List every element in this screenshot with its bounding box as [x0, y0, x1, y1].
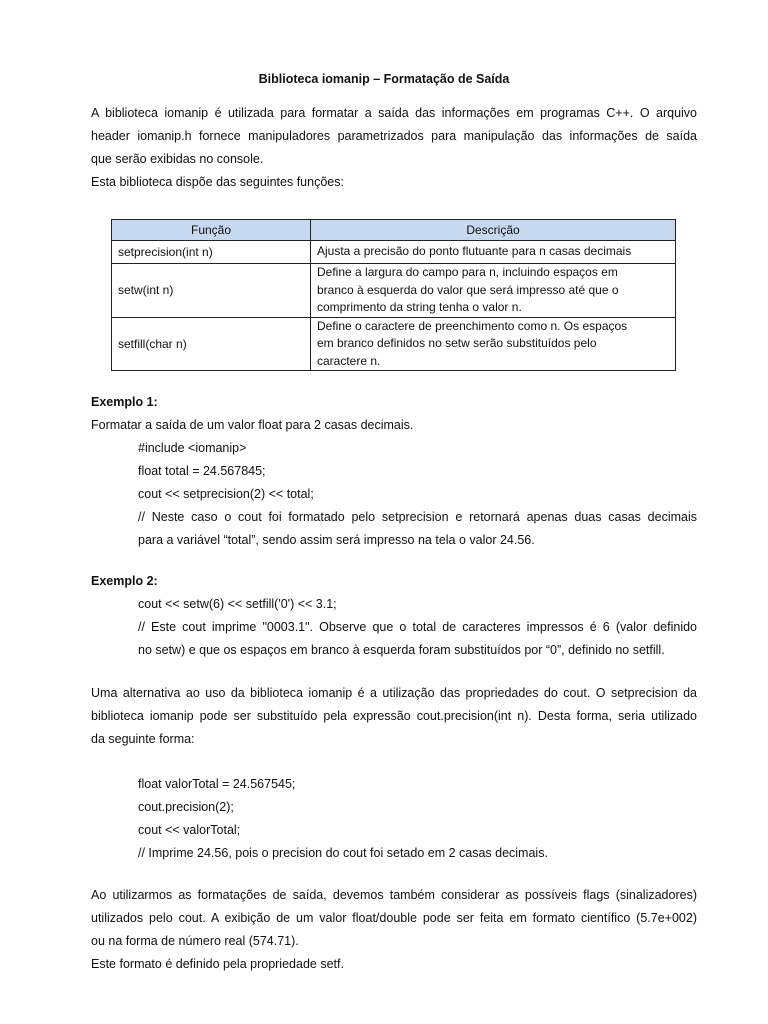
intro-line: Esta biblioteca dispõe das seguintes funções: — [91, 175, 344, 189]
code-line: #include <iomanip> — [138, 441, 247, 455]
table-cell-desc — [311, 264, 676, 318]
table-header-descricao: Descrição — [311, 220, 676, 241]
code-line: cout << setprecision(2) << total; — [138, 487, 314, 501]
table-row — [112, 241, 676, 264]
code-comment-line: // Neste caso o cout foi formatado pelo setprecision e retornará apenas duas casas decimais — [138, 510, 697, 524]
flags-line: Este formato é definido pela propriedade setf. — [91, 957, 344, 971]
alt-line: Uma alternativa ao uso da biblioteca iomanip é a utilização das propriedades do cout. O setprecision da — [91, 686, 697, 700]
code-line: float valorTotal = 24.567545; — [138, 777, 296, 791]
desc-line: Ajusta a precisão do ponto flutuante para n casas decimais — [317, 244, 632, 259]
document-title: Biblioteca iomanip – Formatação de Saída — [258, 72, 510, 86]
intro-line: que serão exibidas no console. — [91, 152, 264, 166]
intro-line: header iomanip.h fornece manipuladores parametrizados para manipulação das informações de saída — [91, 129, 697, 143]
code-comment-line: para a variável “total”, sendo assim será impresso na tela o valor 24.56. — [138, 533, 535, 547]
flags-line: Ao utilizarmos as formatações de saída, devemos também considerar as possíveis flags (sinalizadores) — [91, 888, 697, 902]
code-line: cout << valorTotal; — [138, 823, 241, 837]
flags-line: ou na forma de número real (574.71). — [91, 934, 299, 948]
intro-line: A biblioteca iomanip é utilizada para formatar a saída das informações em programas C++. O arquivo — [91, 106, 697, 120]
code2-block — [91, 773, 697, 865]
flags-line: utilizados pelo cout. A exibição de um valor float/double pode ser feita em formato científico (5.7e+002) — [91, 911, 697, 925]
alt-line: biblioteca iomanip pode ser substituído pela expressão cout.precision(int n). Desta forma, seria utilizado — [91, 709, 697, 723]
alternative-paragraph — [91, 682, 697, 751]
desc-line: comprimento da string tenha o valor n. — [317, 300, 522, 314]
code-comment-line: // Este cout imprime "0003.1". Observe que o total de caracteres impressos é 6 (valor definido — [138, 620, 697, 634]
table-row — [112, 264, 676, 318]
desc-line: Define o caractere de preenchimento como n. Os espaços — [317, 318, 628, 333]
code-line: float total = 24.567845; — [138, 464, 266, 478]
table-cell-func: setfill(char n) — [112, 317, 311, 371]
example2-section — [91, 570, 697, 662]
code-line: cout.precision(2); — [138, 800, 234, 814]
functions-table — [111, 219, 676, 371]
table-cell-func: setprecision(int n) — [112, 241, 311, 264]
example1-line: Formatar a saída de um valor float para 2 casas decimais. — [91, 418, 414, 432]
table-cell-desc — [311, 317, 676, 371]
table-cell-desc — [311, 241, 676, 264]
example1-heading: Exemplo 1: — [91, 395, 158, 409]
code-line: cout << setw(6) << setfill('0') << 3.1; — [138, 597, 337, 611]
desc-line: em branco definidos no setw serão substituídos pelo — [317, 336, 597, 350]
table-row — [112, 317, 676, 371]
example2-heading: Exemplo 2: — [91, 574, 158, 588]
code-comment-line: // Imprime 24.56, pois o precision do cout foi setado em 2 casas decimais. — [138, 846, 548, 860]
alt-line: da seguinte forma: — [91, 732, 195, 746]
table-cell-func: setw(int n) — [112, 264, 311, 318]
desc-line: caractere n. — [317, 353, 381, 368]
flags-paragraph — [91, 884, 697, 976]
table-header-funcao: Função — [112, 220, 311, 241]
desc-line: Define a largura do campo para n, incluindo espaços em — [317, 265, 618, 279]
code-comment-line: no setw) e que os espaços em branco à esquerda foram substituídos por “0”, definido no setfill. — [138, 643, 665, 657]
intro-paragraph — [91, 102, 697, 194]
example1-section — [91, 391, 697, 552]
table-header-row — [112, 220, 676, 241]
desc-line: branco à esquerda do valor que será impresso até que o — [317, 282, 619, 297]
